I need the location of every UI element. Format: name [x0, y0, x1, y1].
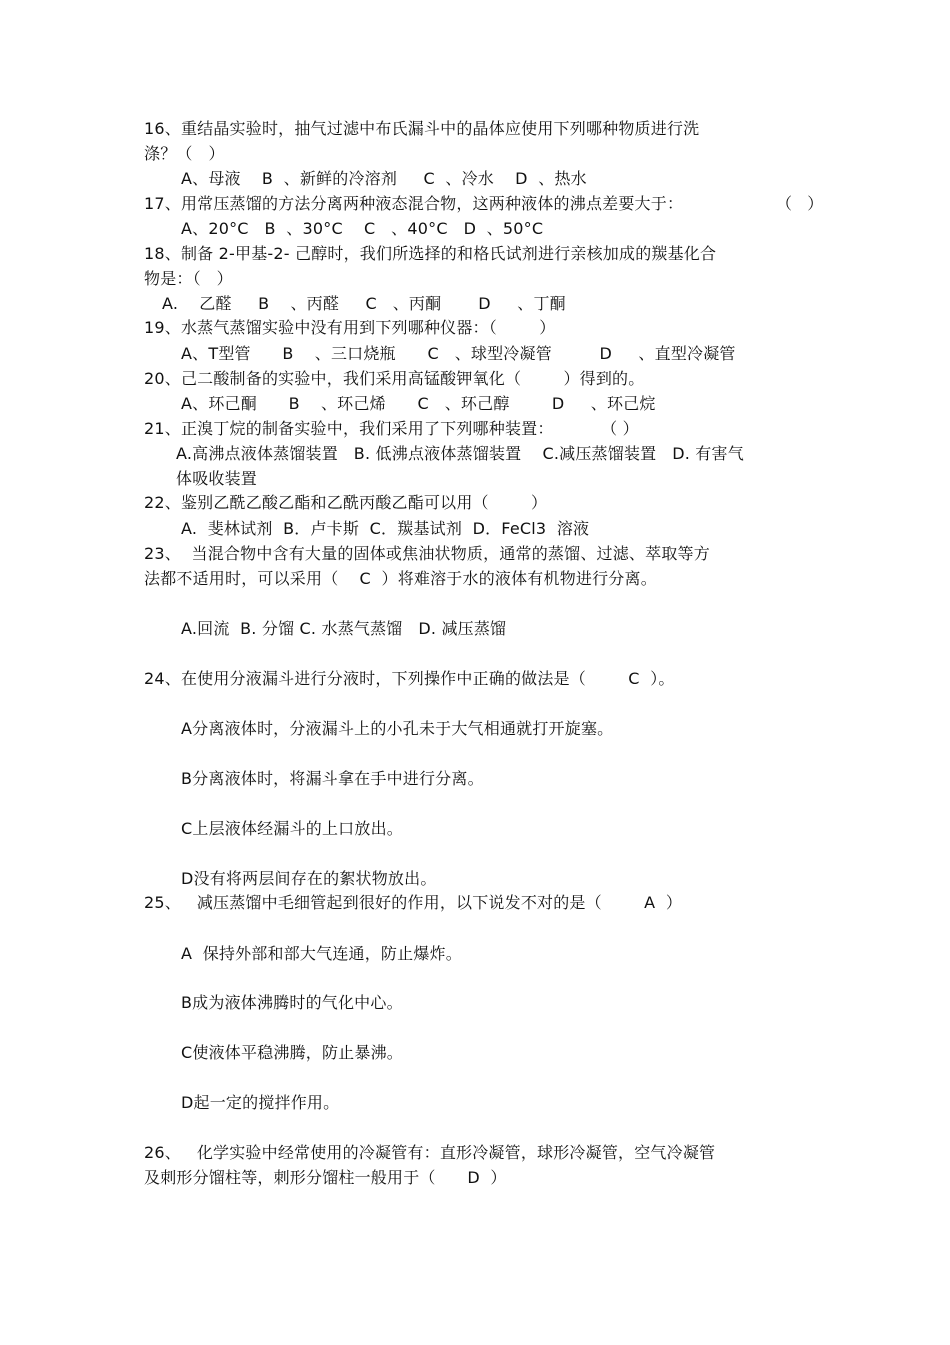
q21-options-line1: A.高沸点液体蒸馏装置 B. 低沸点液体蒸馏装置 C.减压蒸馏装置 D. 有害气	[176, 444, 744, 463]
q26-line1: 26、 化学实验中经常使用的冷凝管有：直形冷凝管，球形冷凝管，空气冷凝管	[144, 1143, 716, 1162]
q17-options: A、20°C B 、30°C C 、40°C D 、50°C	[181, 219, 544, 238]
q16-options: A、母液 B 、新鲜的冷溶剂 C 、冷水 D 、热水	[181, 169, 587, 188]
q25-option-d: D起一定的搅拌作用。	[181, 1093, 340, 1112]
q18-options: A. 乙醛 B 、丙醛 C 、丙酮 D 、丁酮	[162, 294, 566, 313]
q23-line2: 法都不适用时，可以采用（ C ）将难溶于水的液体有机物进行分离。	[144, 569, 657, 588]
q21-options-line2: 体吸收装置	[176, 469, 258, 488]
q24-option-a: A分离液体时，分液漏斗上的小孔未于大气相通就打开旋塞。	[181, 719, 614, 738]
q23-line1: 23、 当混合物中含有大量的固体或焦油状物质，通常的蒸馏、过滤、萃取等方	[144, 544, 710, 563]
q25-option-b: B成为液体沸腾时的气化中心。	[181, 993, 403, 1012]
q22-options: A. 斐林试剂 B．卢卡斯 C．羰基试剂 D．FeCl3 溶液	[181, 519, 590, 538]
q19-options: A、T型管 B 、三口烧瓶 C 、球型冷凝管 D 、直型冷凝管	[181, 344, 736, 363]
q18-line2: 物是：（ ）	[144, 269, 233, 288]
q17-answer-blank: （ ）	[776, 194, 824, 213]
q19-line1: 19、水蒸气蒸馏实验中没有用到下列哪种仪器：（ ）	[144, 318, 556, 337]
q24-option-b: B分离液体时，将漏斗拿在手中进行分离。	[181, 769, 484, 788]
q25-line1: 25、 减压蒸馏中毛细管起到很好的作用，以下说发不对的是（ A ）	[144, 893, 683, 912]
q24-line1: 24、在使用分液漏斗进行分液时，下列操作中正确的做法是（ C ）。	[144, 669, 675, 688]
q25-option-a: A 保持外部和部大气连通，防止爆炸。	[181, 944, 462, 963]
q18-line1: 18、制备 2-甲基-2- 己醇时，我们所选择的和格氏试剂进行亲核加成的羰基化合	[144, 244, 717, 263]
q20-options: A、环己酮 B 、环己烯 C 、环己醇 D 、环己烷	[181, 394, 656, 413]
q24-option-c: C上层液体经漏斗的上口放出。	[181, 819, 403, 838]
q16-line2: 涤？（ ）	[144, 144, 225, 163]
q16-line1: 16、重结晶实验时，抽气过滤中布氏漏斗中的晶体应使用下列哪种物质进行洗	[144, 119, 700, 138]
q23-options: A.回流 B. 分馏 C. 水蒸气蒸馏 D. 减压蒸馏	[181, 619, 507, 638]
q20-line1: 20、己二酸制备的实验中，我们采用高锰酸钾氧化（ ）得到的。	[144, 369, 645, 388]
q22-line1: 22、鉴别乙酰乙酸乙酯和乙酰丙酸乙酯可以用（ ）	[144, 493, 548, 512]
q17-line1: 17、用常压蒸馏的方法分离两种液态混合物，这两种液体的沸点差要大于：	[144, 194, 684, 213]
q24-option-d: D没有将两层间存在的絮状物放出。	[181, 869, 437, 888]
q25-option-c: C使液体平稳沸腾，防止暴沸。	[181, 1043, 403, 1062]
q26-line2: 及刺形分馏柱等，刺形分馏柱一般用于（ D ）	[144, 1168, 507, 1187]
q21-line1: 21、正溴丁烷的制备实验中，我们采用了下列哪种装置： （ ）	[144, 419, 639, 438]
